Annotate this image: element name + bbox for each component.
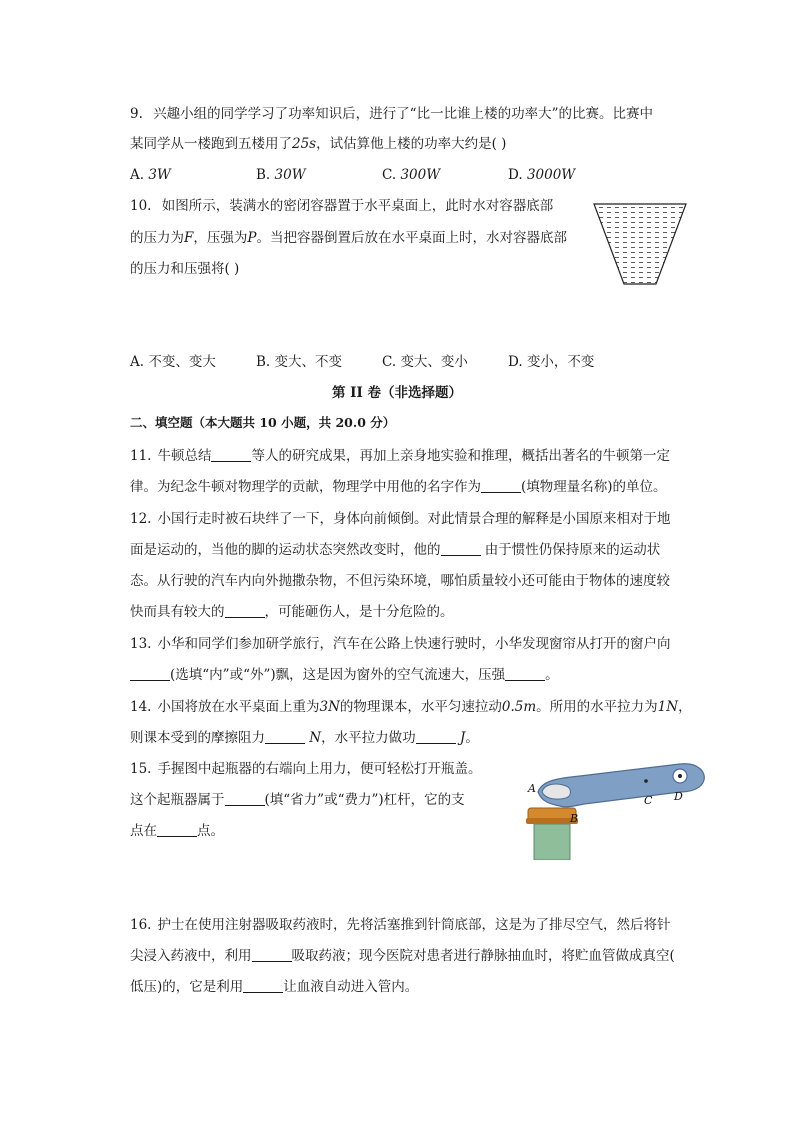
section-title: 第 II 卷（非选择题） (331, 385, 463, 401)
answer-blank[interactable] (157, 822, 197, 837)
q10-number: 10. (130, 198, 152, 214)
q14-line-2: 则课本受到的摩擦阻力 N，水平拉力做功 J。 (130, 730, 479, 746)
q16-line-3: 低压)的，它是利用 让血液自动进入管内。 (130, 979, 419, 995)
label-c: C (644, 794, 653, 807)
bottle-opener-diagram (520, 758, 710, 860)
answer-blank[interactable] (211, 447, 251, 462)
bottle-neck (534, 824, 570, 860)
answer-blank[interactable] (441, 541, 481, 556)
q16-line-2: 尖浸入药液中，利用 吸取药液；现今医院对患者进行静脉抽血时，将贮血管做成真空( (130, 948, 675, 964)
q9-option-c: C. 300W (382, 167, 441, 183)
label-d: D (674, 790, 683, 803)
q12-line-3: 态。从行驶的汽车内向外抛撒杂物，不但污染环境，哪怕质量较小还可能由于物体的速度较 (130, 573, 670, 589)
q10-option-a: A. 不变、变大 (130, 354, 216, 370)
q10-line-2: 的压力为F，压强为P。当把容器倒置后放在水平桌面上时，水对容器底部 (130, 230, 567, 246)
q12-line-2: 面是运动的，当他的脚的运动状态突然改变时，他的 由于惯性仍保持原来的运动状 (130, 542, 661, 558)
q9-line-1: 9. 兴趣小组的同学学习了功率知识后，进行了“比一比谁上楼的功率大”的比赛。比赛中 (130, 106, 653, 122)
q11-line-1: 11. 牛顿总结 等人的研究成果，再加上亲身地实验和推理，概括出著名的牛顿第一定 (130, 448, 670, 464)
answer-blank[interactable] (505, 666, 545, 681)
point-c-dot (644, 779, 648, 783)
q9-options (130, 165, 690, 185)
q15-number: 15. (130, 761, 152, 777)
label-a: A (528, 782, 536, 795)
q16-line-1: 16. 护士在使用注射器吸取药液时，先将活塞推到针筒底部，这是为了排尽空气，然后将针 (130, 917, 671, 933)
q9-option-d: D. 3000W (508, 167, 576, 183)
q13-line-1: 13. 小华和同学们参加研学旅行，汽车在公路上快速行驶时，小华发现窗帘从打开的窗户向 (130, 636, 671, 652)
answer-blank[interactable] (481, 478, 521, 493)
answer-blank[interactable] (252, 947, 292, 962)
answer-blank[interactable] (265, 729, 305, 744)
answer-blank[interactable] (130, 666, 170, 681)
q15-line-3: 点在 点。 (130, 823, 224, 839)
q9-option-a: A. 3W (130, 167, 171, 183)
q10-line-1: 10. 如图所示，装满水的密闭容器置于水平桌面上，此时水对容器底部 (130, 198, 554, 214)
answer-blank[interactable] (416, 729, 456, 744)
q12-line-1: 12. 小国行走时被石块绊了一下，身体向前倾倒。对此情景合理的解释是小国原来相对于地 (130, 511, 671, 527)
label-b: B (570, 812, 579, 825)
q10-option-c: C. 变大、变小 (382, 354, 468, 370)
q15-line-2: 这个起瓶器属于 (填“省力”或“费力”)杠杆，它的支 (130, 792, 465, 808)
q9-line-2: 某同学从一楼跑到五楼用了25s，试估算他上楼的功率大约是( ) (130, 136, 507, 152)
answer-blank[interactable] (225, 603, 265, 618)
q10-line-3: 的压力和压强将( ) (130, 261, 240, 277)
answer-blank[interactable] (243, 978, 283, 993)
q15-line-1: 15. 手握图中起瓶器的右端向上用力，便可轻松打开瓶盖。 (130, 761, 482, 777)
section-heading: 二、填空题（本大题共 10 小题，共 20.0 分） (130, 415, 396, 430)
q11-line-2: 律。为纪念牛顿对物理学的贡献，物理学中用他的名字作为 (填物理量名称)的单位。 (130, 479, 667, 495)
inverted-trapezoid-container-diagram (590, 200, 690, 288)
q12-number: 12. (130, 511, 152, 527)
q16-number: 16. (130, 917, 152, 933)
q14-number: 14. (130, 699, 152, 715)
q10-options (130, 352, 690, 372)
q10-option-b: B. 变大、不变 (256, 354, 343, 370)
q12-line-4: 快而具有较大的 ，可能砸伤人，是十分危险的。 (130, 604, 454, 620)
q10-option-d: D. 变小，不变 (508, 354, 595, 370)
q9-number: 9. (130, 106, 143, 122)
q13-number: 13. (130, 636, 152, 652)
q14-line-1: 14. 小国将放在水平桌面上重为3N的物理课本，水平匀速拉动0.5m。所用的水平拉力为1N， (130, 699, 692, 715)
q11-number: 11. (130, 448, 152, 464)
q9-option-b: B. 30W (256, 167, 306, 183)
answer-blank[interactable] (225, 791, 265, 806)
q13-line-2: (选填“内”或“外”)飘，这是因为窗外的空气流速大，压强 。 (130, 665, 559, 685)
